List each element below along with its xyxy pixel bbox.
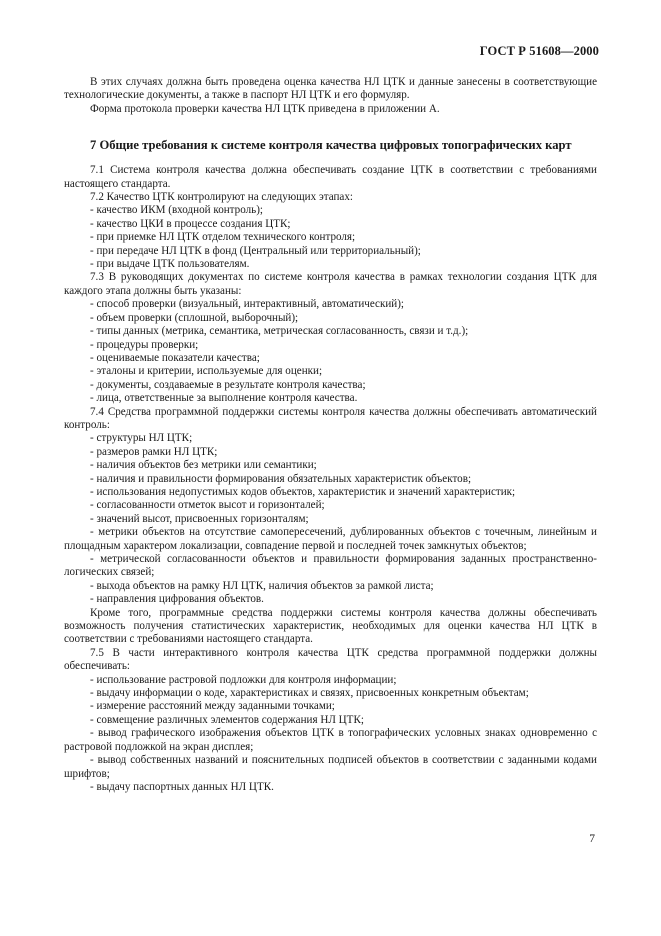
list-item: - наличия объектов без метрики или семантики; [90,459,317,472]
paragraph: В этих случаях должна быть проведена оценка качества НЛ ЦТК и данные занесены в соответствующие технологические документы, а также в паспорт НЛ ЦТК и его формуляр. [64,76,597,102]
list-item: - метрической согласованности объектов и правильности формирования заданных пространственно-логических связей; [64,553,597,579]
list-item: - согласованности отметок высот и горизонталей; [90,499,325,512]
list-item: - оцениваемые показатели качества; [90,351,260,364]
list-item: - выхода объектов на рамку НЛ ЦТК, наличия объектов за рамкой листа; [90,579,434,592]
list-item: - вывод собственных названий и пояснительных подписей объектов в соответствии с заданными кодами шрифтов; [64,754,597,780]
list-item: - выдачу паспортных данных НЛ ЦТК. [90,780,274,793]
list-item: - процедуры проверки; [90,338,199,351]
list-item: - качество ИКМ (входной контроль); [90,204,263,217]
list-item: - способ проверки (визуальный, интерактивный, автоматический); [90,298,405,311]
list-item: - эталоны и критерии, используемые для оценки; [90,365,323,378]
list-item: - метрики объектов на отсутствие самопересечений, дублированных объектов с точечным, линейным и площадным характером локализации, совпадение первой и последней точек замкнутых объектов; [64,526,597,552]
list-item: - выдачу информации о коде, характеристиках и связях, присвоенных конкретным объектам; [90,687,529,700]
clause-7-1: 7.1 Система контроля качества должна обеспечивать создание ЦТК в соответствии с требованиями настоящего стандарта. [64,164,597,190]
list-item: - значений высот, присвоенных горизонталям; [90,512,309,525]
paragraph: Форма протокола проверки качества НЛ ЦТК приведена в приложении А. [90,102,440,115]
list-item: - направления цифрования объектов. [90,593,264,606]
clause-7-4: 7.4 Средства программной поддержки системы контроля качества должны обеспечивать автоматический контроль: [64,405,597,431]
list-item: - совмещение различных элементов содержания НЛ ЦТК; [90,713,364,726]
list-item: - размеров рамки НЛ ЦТК; [90,445,218,458]
list-item: - качество ЦКИ в процессе создания ЦТК; [90,217,291,230]
list-item: - при приемке НЛ ЦТК отделом технического контроля; [90,231,356,244]
list-item: - при выдаче ЦТК пользователям. [90,258,250,271]
list-item: - объем проверки (сплошной, выборочный); [90,311,299,324]
page-number: 7 [589,833,595,845]
list-item: - при передаче НЛ ЦТК в фонд (Центральный или территориальный); [90,244,421,257]
paragraph: Кроме того, программные средства поддержки системы контроля качества должны обеспечивать возможность получения статистических характеристик, необходимых для оценки качества НЛ ЦТК в соответствии с требованиями настоящего стандарта. [64,606,597,646]
clause-7-5: 7.5 В части интерактивного контроля качества ЦТК средства программной поддержки должны обеспечивать: [64,646,597,673]
clause-7-2: 7.2 Качество ЦТК контролируют на следующих этапах: [90,191,353,204]
list-item: - использование растровой подложки для контроля информации; [90,673,397,686]
section-heading: 7 Общие требования к системе контроля качества цифровых топографических карт [90,138,572,153]
clause-7-3: 7.3 В руководящих документах по системе контроля качества в рамках технологии создания ЦТК для каждого этапа должны быть указаны: [64,271,597,297]
list-item: - документы, создаваемые в результате контроля качества; [90,378,366,391]
list-item: - использования недопустимых кодов объектов, характеристик и значений характеристик; [90,485,516,498]
page-content [64,76,597,794]
list-item: - вывод графического изображения объектов ЦТК в топографических условных знаках одновременно с растровой подложкой на экран дисплея; [64,727,597,753]
list-item: - структуры НЛ ЦТК; [90,432,193,445]
document-header: ГОСТ Р 51608—2000 [479,44,599,58]
list-item: - типы данных (метрика, семантика, метрическая согласованность, связи и т.д.); [90,325,469,338]
list-item: - лица, ответственные за выполнение контроля качества. [90,392,358,405]
list-item: - наличия и правильности формирования обязательных характеристик объектов; [90,472,472,485]
list-item: - измерение расстояний между заданными точками; [90,700,335,713]
